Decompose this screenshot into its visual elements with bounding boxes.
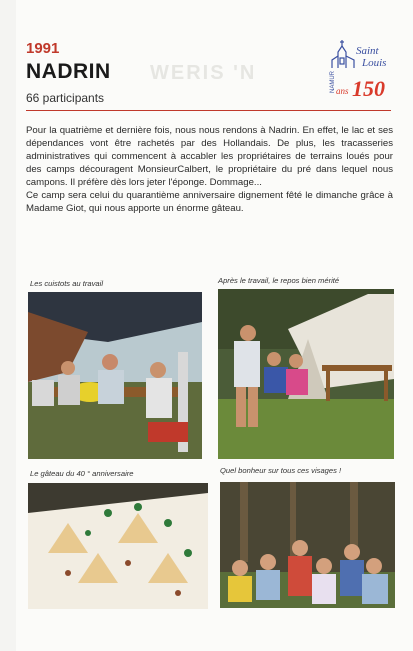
photo-caption-faces: Quel bonheur sur tous ces visages ! (220, 466, 342, 475)
svg-text:NAMUR: NAMUR (330, 71, 336, 93)
svg-text:Louis: Louis (362, 57, 387, 69)
svg-text:ans: ans (336, 86, 349, 96)
saint-louis-150-logo (322, 38, 394, 100)
intro-text (26, 124, 393, 215)
cooks-photo (28, 292, 202, 459)
intro-paragraph-1: Pour la quatrième et dernière fois, nous nous rendons à Nadrin. En effet, le lac et ses dépendances vont être rachetés par des Hollandais. De plus, les tracasseries administratives qui commencent à accabler les propriétaires de terrains loués pour des camps découragent MonsieurCalbert, le propriétaire du pré dans lequel nous campons. Il préfère dès lors jeter l'éponge. Dommage... (26, 125, 393, 188)
svg-text:Saint: Saint (356, 45, 379, 57)
faces-photo (220, 482, 395, 608)
cake-photo (28, 483, 208, 609)
church-logo-icon (322, 38, 394, 100)
photo-caption-cake: Le gâteau du 40 ° anniversaire (30, 469, 134, 478)
photo-caption-rest: Après le travail, le repos bien mérité (218, 276, 340, 285)
intro-paragraph-2: Ce camp sera celui du quarantième anniversaire dignement fêté le dimanche grâce à Madame Giot, qui nous apporte un énorme gâteau. (26, 190, 393, 214)
year-heading: 1991 (26, 40, 60, 57)
participants-count: 66 participants (26, 91, 105, 105)
svg-text:150: 150 (352, 76, 385, 100)
title-rule (26, 110, 391, 111)
photo-caption-cooks: Les cuistots au travail (30, 279, 104, 288)
bleed-through-text: WERIS 'N (150, 62, 257, 84)
place-title: NADRIN (26, 60, 111, 83)
rest-photo (218, 289, 394, 459)
